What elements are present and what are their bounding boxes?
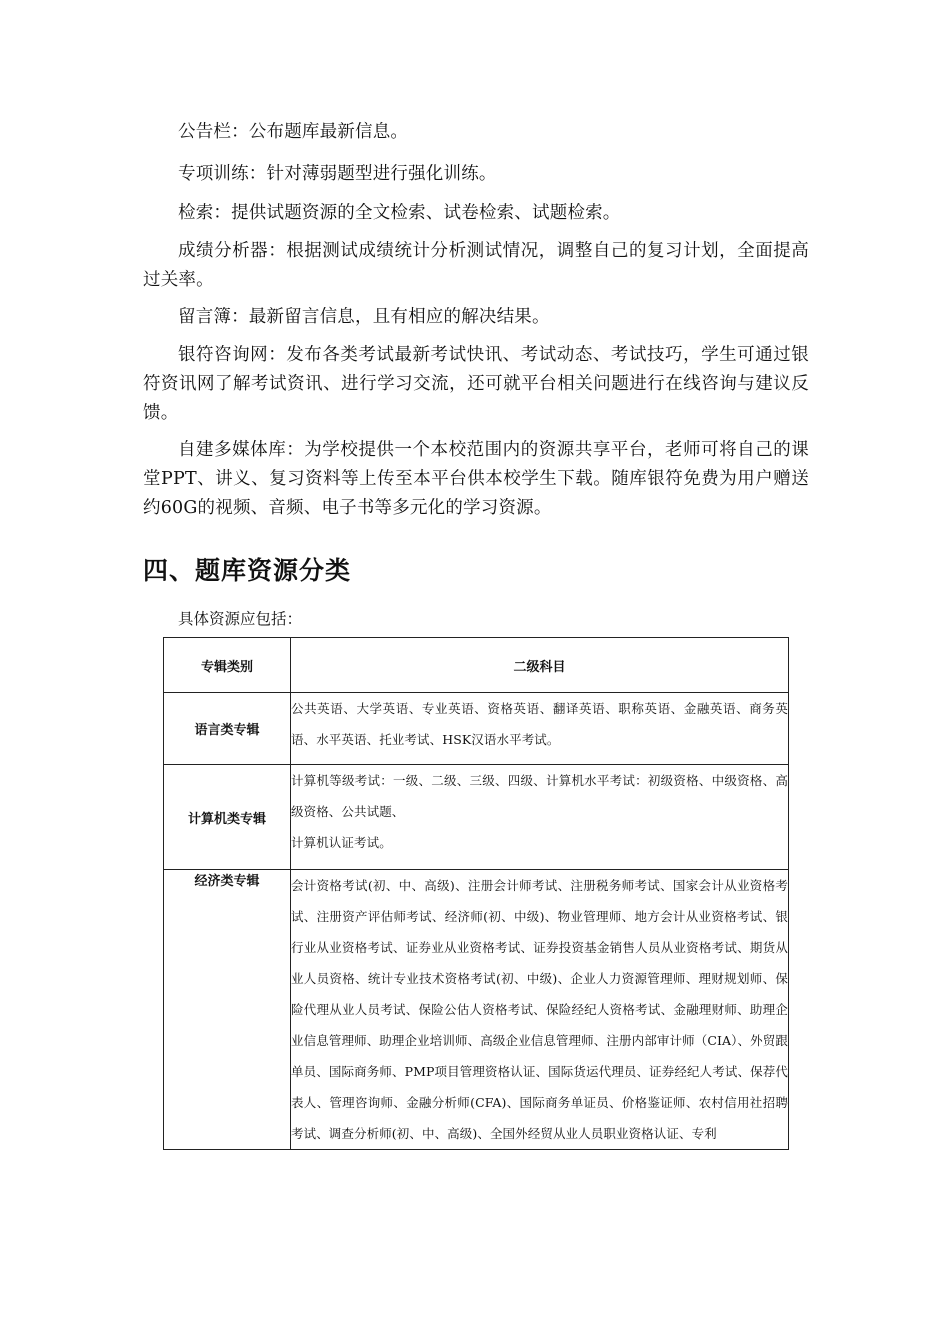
section-heading: 四、题库资源分类	[143, 556, 352, 585]
subjects-text: 会计资格考试(初、中、高级)、注册会计师考试、注册税务师考试、国家会计从业资格考试、注册资产评估师考试、经济师(初、中级)、物业管理师、地方会计从业资格考试、银行业从业资格考试、证券业从业资格考试、证券投资基金销售人员从业资格考试、期货从业人员资格、统计专业技术资格考试(初、中级)、企业人力资源管理师、理财规划师、保险代理从业人员考试、保险公估人资格考试、保险经纪人资格考试、金融理财师、助理企业信息管理师、助理企业培训师、高级企业信息管理师、注册内部审计师（CIA）、外贸跟单员、国际商务师、PMP项目管理资格认证、国际货运代理员、证券经纪人考试、保荐代表人、管理咨询师、金融分析师(CFA)、国际商务单证员、价格鉴证师、农村信用社招聘考试、调查分析师(初、中、高级)、全国外经贸从业人员职业资格认证、专利	[291, 878, 788, 1141]
header-category: 专辑类别	[164, 638, 291, 693]
paragraph-score-analyzer: 成绩分析器：根据测试成绩统计分析测试情况，调整自己的复习计划，全面提高过关率。	[143, 241, 809, 290]
table-row	[164, 765, 789, 870]
category-cell: 语言类专辑	[164, 693, 291, 765]
paragraph-consulting-site: 银符咨询网：发布各类考试最新考试快讯、考试动态、考试技巧，学生可通过银符资讯网了解考试资讯、进行学习交流，还可就平台相关问题进行在线咨询与建议反馈。	[143, 345, 809, 423]
category-cell: 经济类专辑	[164, 870, 291, 1150]
header-subjects: 二级科目	[291, 638, 789, 693]
category-cell: 计算机类专辑	[164, 765, 291, 870]
paragraph-multimedia-library: 自建多媒体库：为学校提供一个本校范围内的资源共享平台，老师可将自己的课堂PPT、讲义、复习资料等上传至本平台供本校学生下载。随库银符免费为用户赠送约60G的视频、音频、电子书等多元化的学习资源。	[143, 440, 809, 518]
subjects-text: 计算机等级考试：一级、二级、三级、四级、计算机水平考试：初级资格、中级资格、高级资格、公共试题、	[291, 773, 788, 819]
subjects-cell	[291, 870, 789, 1150]
resource-table	[163, 637, 789, 1150]
paragraph-bulletin: 公告栏：公布题库最新信息。	[178, 122, 409, 142]
table-header-row	[164, 638, 789, 693]
table-row	[164, 870, 789, 1150]
paragraph-guestbook: 留言簿：最新留言信息，且有相应的解决结果。	[178, 307, 550, 327]
paragraph-special-training: 专项训练：针对薄弱题型进行强化训练。	[178, 164, 497, 184]
table-row	[164, 693, 789, 765]
subjects-cell	[291, 765, 789, 870]
paragraph-search: 检索：提供试题资源的全文检索、试卷检索、试题检索。	[178, 203, 621, 223]
section-intro: 具体资源应包括：	[178, 610, 303, 628]
subjects-text: 公共英语、大学英语、专业英语、资格英语、翻译英语、职称英语、金融英语、商务英语、水平英语、托业考试、HSK汉语水平考试。	[291, 701, 788, 747]
subjects-text: 计算机认证考试。	[291, 835, 392, 850]
subjects-cell	[291, 693, 789, 765]
